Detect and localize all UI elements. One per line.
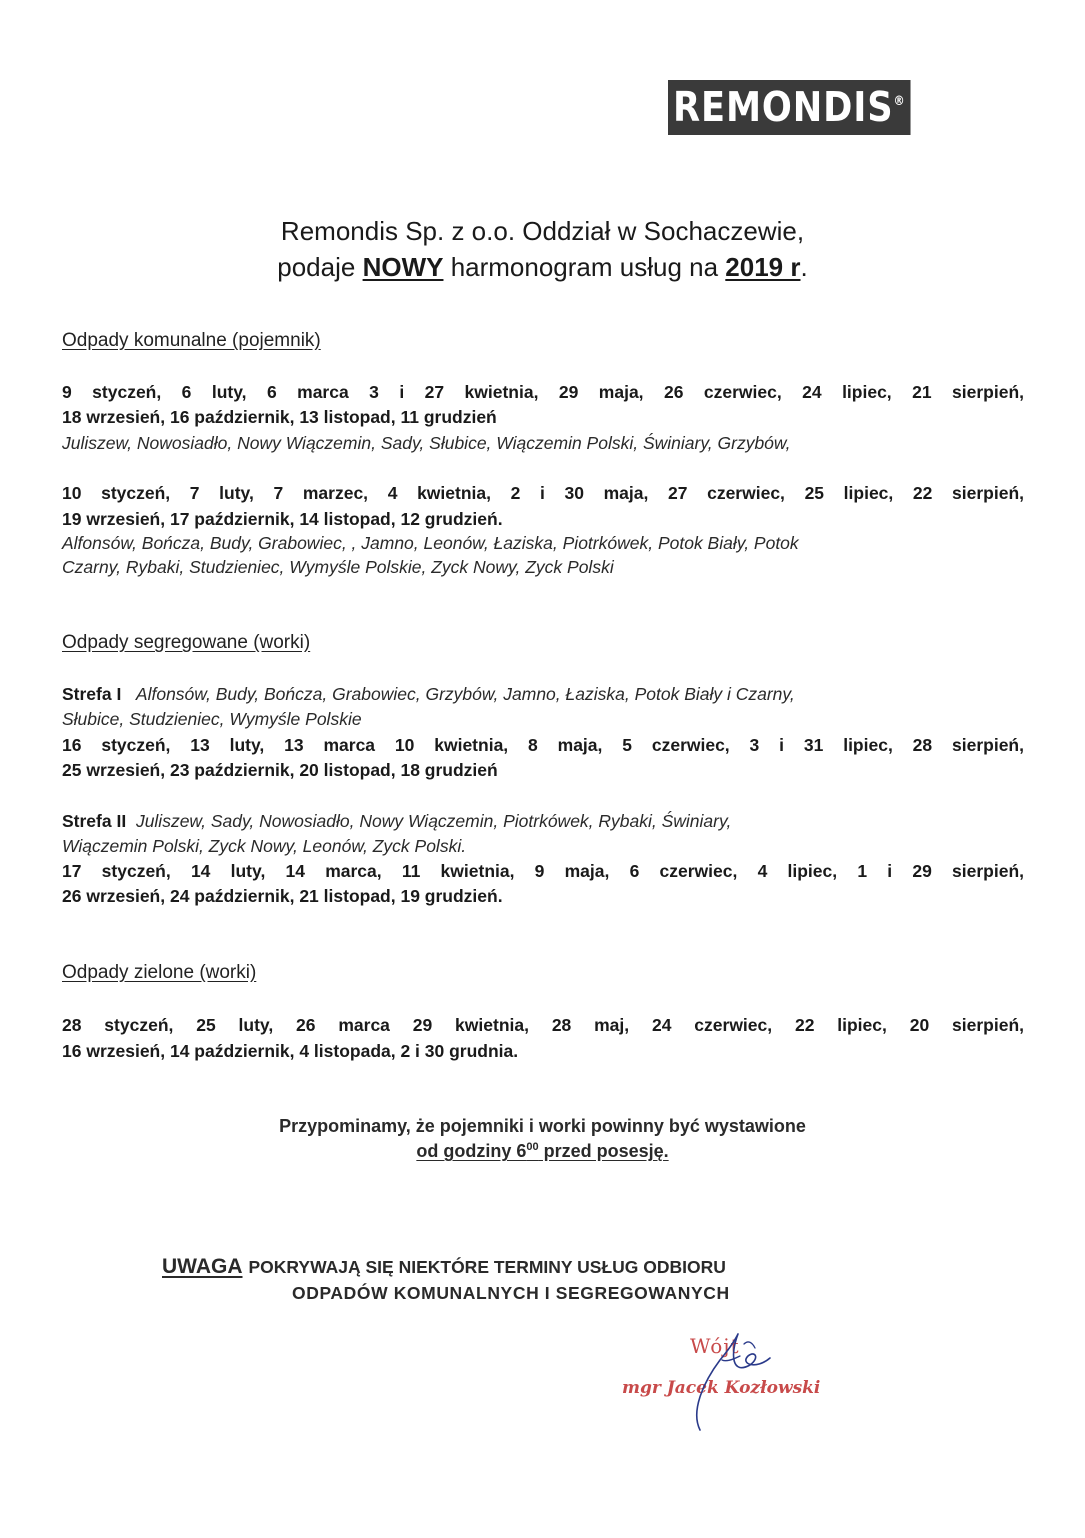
dates-line: 10 styczeń, 7 luty, 7 marzec, 4 kwietnia, 2 i 30 maja, 27 czerwiec, 25 lipiec, 22 sierpień, [62,483,1024,503]
logo-text: REMONDIS [672,83,894,131]
uwaga-text: POKRYWAJĄ SIĘ NIEKTÓRE TERMINY USŁUG ODBIORU [248,1257,726,1277]
strefa-2-label: Strefa II [62,811,127,831]
uwaga-line-2: ODPADÓW KOMUNALNYCH I SEGREGOWANYCH [292,1283,730,1303]
stamp-title: Wójt [690,1334,740,1358]
places-line: Słubice, Studzieniec, Wymyśle Polskie [62,709,362,729]
title-text: . [800,252,808,282]
dates-line: 28 styczeń, 25 luty, 26 marca 29 kwietnia, 28 maj, 24 czerwiec, 22 lipiec, 20 sierpień, [62,1015,1024,1035]
dates-line: 16 wrzesień, 14 październik, 4 listopada, 2 i 30 grudnia. [62,1041,519,1061]
dates-line: 9 styczeń, 6 luty, 6 marca 3 i 27 kwietnia, 29 maja, 26 czerwiec, 24 lipiec, 21 sierpień, [62,382,1024,402]
uwaga-label: UWAGA [162,1255,243,1278]
places-line: Wiączemin Polski, Zyck Nowy, Leonów, Zyck Polski. [62,836,467,856]
dates-line: 16 styczeń, 13 luty, 13 marca 10 kwietnia, 8 maja, 5 czerwiec, 3 i 31 lipiec, 28 sierpień, [62,735,1024,755]
handwritten-signature [660,1320,810,1440]
uwaga-line-1 [162,1255,726,1279]
heading-zielone: Odpady zielone (worki) [62,962,257,983]
reminder-text: przed posesję. [538,1141,669,1161]
strefa-2-places [62,811,1024,832]
places-line: Alfonsów, Bończa, Budy, Grabowiec, , Jamno, Leonów, Łaziska, Piotrkówek, Potok Biały, Potok [62,533,799,553]
places-line: Juliszew, Sady, Nowosiadło, Nowy Wiączemin, Piotrkówek, Rybaki, Świniary, [135,811,732,831]
title-text: harmonogram usług na [443,252,726,282]
reminder-line-2 [150,1141,935,1162]
places-line: Juliszew, Nowosiadło, Nowy Wiączemin, Sady, Słubice, Wiączemin Polski, Świniary, Grzybów, [62,433,791,453]
reminder-sup: 00 [526,1141,539,1153]
title-text: podaje [277,252,363,282]
reminder-underlined [416,1141,668,1161]
remondis-logo [668,80,911,135]
title-line-1: Remondis Sp. z o.o. Oddział w Sochaczewie, [280,216,805,246]
dates-line: 18 wrzesień, 16 październik, 13 listopad, 11 grudzień [62,407,497,427]
registered-mark: ® [893,94,906,109]
title-new: NOWY [362,252,444,282]
dates-line: 25 wrzesień, 23 październik, 20 listopad, 18 grudzień [62,760,498,780]
dates-line: 19 wrzesień, 17 październik, 14 listopad, 12 grudzień. [62,509,503,529]
stamp-name: mgr Jacek Kozłowski [622,1378,821,1398]
places-line: Czarny, Rybaki, Studzieniec, Wymyśle Polskie, Zyck Nowy, Zyck Polski [62,557,614,577]
title-line-2 [150,252,935,283]
places-line: Alfonsów, Budy, Bończa, Grabowiec, Grzybów, Jamno, Łaziska, Potok Biały i Czarny, [135,684,795,704]
heading-segregowane: Odpady segregowane (worki) [62,632,311,653]
title-year: 2019 r [725,252,801,282]
reminder-text: od godziny 6 [416,1141,527,1161]
reminder-line-1: Przypominamy, że pojemniki i worki powinny być wystawione [279,1116,806,1136]
dates-line: 26 wrzesień, 24 październik, 21 listopad, 19 grudzień. [62,886,503,906]
heading-komunalne: Odpady komunalne (pojemnik) [62,330,321,351]
dates-line: 17 styczeń, 14 luty, 14 marca, 11 kwietnia, 9 maja, 6 czerwiec, 4 lipiec, 1 i 29 sierpień, [62,861,1024,881]
strefa-1-label: Strefa I [62,684,122,704]
strefa-1-places [62,684,1024,705]
